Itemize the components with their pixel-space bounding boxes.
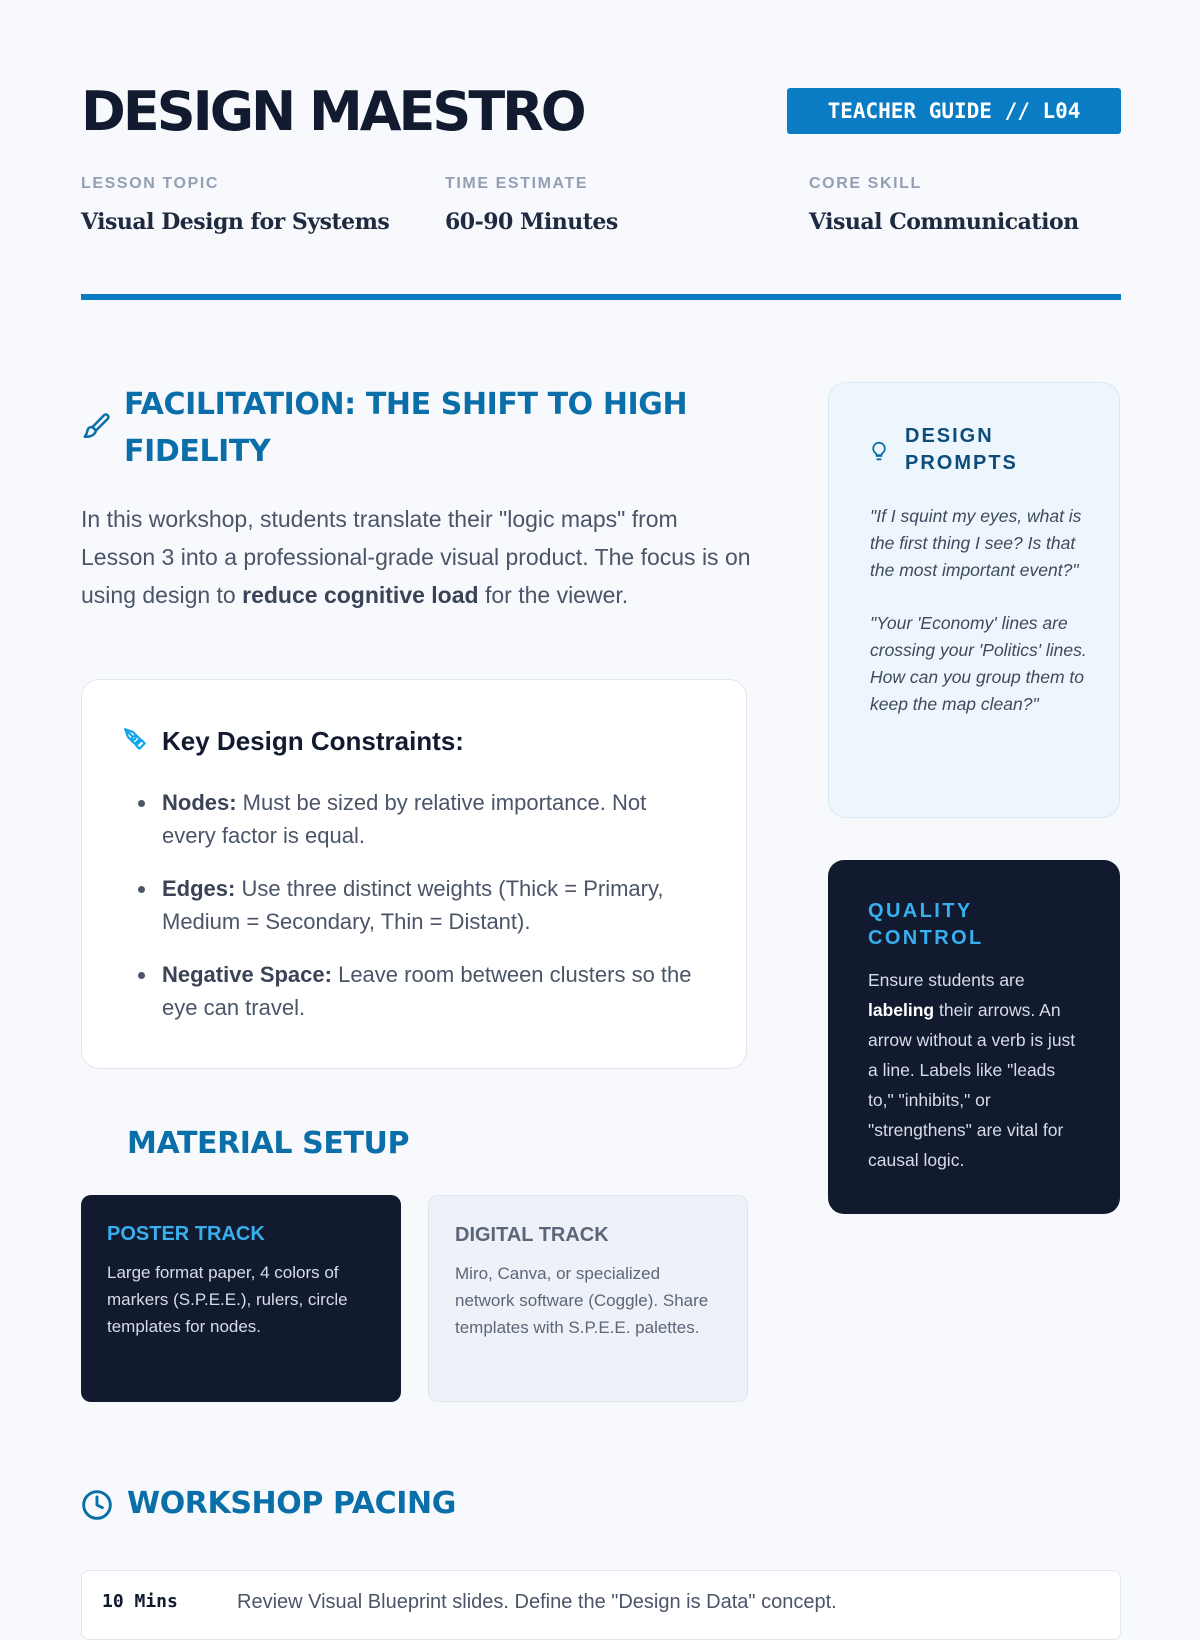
facilitation-title-line: FIDELITY — [124, 434, 271, 469]
table-row — [81, 1570, 1121, 1640]
poster-track-card — [81, 1195, 401, 1402]
lightbulb-icon — [869, 439, 889, 468]
pacing-description: Review Visual Blueprint slides. Define the "Design is Data" concept. — [237, 1591, 837, 1613]
paintbrush-icon — [81, 412, 111, 447]
constraints-title: Key Design Constraints: — [162, 726, 464, 756]
qc-text: Ensure students are — [868, 970, 1025, 990]
clock-icon — [81, 1489, 113, 1526]
facilitation-title — [124, 381, 744, 475]
intro-text: for the viewer. — [478, 582, 629, 608]
digital-track-body: Miro, Canva, or specialized network software (Coggle). Share templates with S.P.E.E. palettes. — [455, 1264, 709, 1337]
meta-label: LESSON TOPIC — [81, 175, 220, 192]
meta-value: 60-90 Minutes — [445, 209, 618, 235]
digital-track-card — [428, 1195, 748, 1402]
constraint-term: Negative Space: — [162, 962, 332, 987]
constraint-text: Use three distinct weights (Thick = Primary, Medium = Secondary, Thin = Distant). — [162, 876, 664, 934]
meta-value: Visual Design for Systems — [81, 209, 390, 235]
meta-lesson-topic — [81, 174, 421, 236]
design-prompts-title: DESIGN PROMPTS — [905, 425, 1018, 474]
quality-control-title: QUALITY CONTROL — [868, 900, 984, 949]
constraint-text: Must be sized by relative importance. Not every factor is equal. — [162, 790, 647, 848]
material-setup-title: MATERIAL SETUP — [127, 1126, 410, 1161]
meta-time-estimate — [445, 174, 785, 236]
qc-text: their arrows. An arrow without a verb is just a line. Labels like "leads to," "inhibits," or "strengthens" are vital for causal logic. — [868, 1000, 1076, 1170]
constraint-text: Leave room between clusters so the eye can travel. — [162, 962, 692, 1020]
quality-control-card — [828, 860, 1120, 1214]
intro-text: In this workshop, students translate their "logic maps" from Lesson 3 into a professional-grade visual product. The focus is on using design to — [81, 506, 751, 608]
facilitation-title-line: FACILITATION: THE SHIFT TO HIGH — [124, 387, 688, 422]
meta-value: Visual Communication — [809, 209, 1079, 235]
meta-core-skill — [809, 174, 1149, 236]
constraint-term: Nodes: — [162, 790, 237, 815]
digital-track-title: DIGITAL TRACK — [455, 1224, 609, 1246]
design-constraints-card — [81, 679, 747, 1069]
intro-emphasis: reduce cognitive load — [242, 582, 479, 608]
poster-track-body: Large format paper, 4 colors of markers (S.P.E.E.), rulers, circle templates for nodes. — [107, 1263, 348, 1336]
design-prompts-card — [828, 382, 1120, 818]
constraints-list — [138, 786, 698, 1044]
prompt-quote: "Your 'Economy' lines are crossing your 'Politics' lines. How can you group them to keep the map clean?" — [870, 613, 1087, 714]
qc-emphasis: labeling — [868, 1000, 935, 1020]
design-prompts-body — [870, 503, 1090, 718]
header-divider — [81, 294, 1121, 300]
pacing-time: 10 Mins — [102, 1591, 178, 1612]
meta-label: TIME ESTIMATE — [445, 175, 589, 192]
meta-label: CORE SKILL — [809, 175, 922, 192]
facilitation-intro — [81, 500, 751, 614]
poster-track-title: POSTER TRACK — [107, 1223, 265, 1245]
quality-control-body — [868, 965, 1084, 1175]
list-item — [138, 872, 698, 938]
pen-tool-icon — [122, 726, 148, 757]
constraint-term: Edges: — [162, 876, 236, 901]
page-title: DESIGN MAESTRO — [81, 80, 584, 143]
list-item — [138, 786, 698, 852]
prompt-quote: "If I squint my eyes, what is the first thing I see? Is that the most important event?" — [870, 506, 1082, 580]
teacher-guide-badge: TEACHER GUIDE // L04 — [787, 88, 1121, 134]
list-item — [138, 958, 698, 1024]
workshop-pacing-title: WORKSHOP PACING — [127, 1486, 456, 1521]
